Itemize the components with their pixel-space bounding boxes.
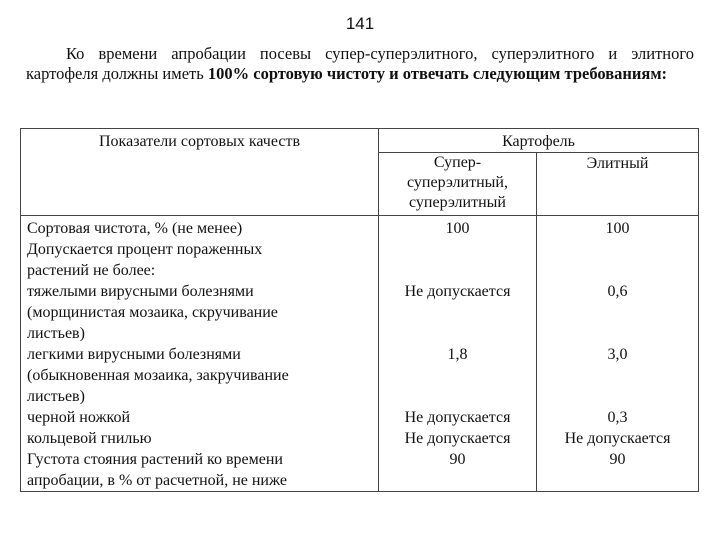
elite-value: 90 — [609, 451, 626, 468]
super-value — [379, 302, 536, 323]
indicator-line: кольцевой гнилью — [27, 430, 152, 447]
super-value: 1,8 — [447, 346, 468, 363]
elite-value: 0,3 — [607, 409, 628, 426]
indicator-line: Густота стояния растений ко времени — [27, 451, 283, 468]
header-super-superelite — [379, 153, 537, 216]
header-elite: Элитный — [537, 153, 699, 216]
super-value: 100 — [445, 220, 470, 237]
header-super-line: суперэлитный, — [407, 174, 508, 191]
elite-value — [537, 365, 698, 386]
super-value — [379, 239, 536, 260]
indicator-line: черной ножкой — [27, 409, 131, 426]
indicator-line: листьев) — [27, 388, 85, 405]
elite-value — [537, 470, 698, 491]
elite-value — [537, 260, 698, 281]
super-value — [379, 323, 536, 344]
intro-bold-text: 100% сортовую чистоту и отвечать следующим требованиям: — [207, 64, 668, 83]
header-potato: Картофель — [379, 129, 699, 153]
super-value: Не допускается — [404, 409, 511, 426]
indicator-line: Сортовая чистота, % (не менее) — [27, 220, 243, 237]
potato-quality-table — [20, 128, 699, 492]
super-value — [379, 365, 536, 386]
indicator-line: (морщинистая мозаика, скручивание — [27, 304, 278, 321]
elite-value: Не допускается — [564, 430, 671, 447]
elite-value — [537, 239, 698, 260]
indicators-cell — [21, 216, 379, 492]
elite-value — [537, 386, 698, 407]
indicator-line: апробации, в % от расчетной, не ниже — [27, 472, 287, 489]
indicator-line: (обыкновенная мозаика, закручивание — [27, 367, 289, 384]
elite-value: 3,0 — [607, 346, 628, 363]
super-value: Не допускается — [404, 283, 511, 300]
header-super-line: Супер- — [433, 154, 482, 171]
indicator-line: Допускается процент пораженных — [27, 241, 263, 258]
intro-paragraph — [26, 44, 694, 84]
indicator-line: листьев) — [27, 325, 85, 342]
elite-value: 100 — [605, 220, 630, 237]
header-super-line: суперэлитный — [409, 194, 506, 211]
elite-value: 0,6 — [607, 283, 628, 300]
elite-value — [537, 302, 698, 323]
indicator-line: растений не более: — [27, 262, 156, 279]
super-value — [379, 260, 536, 281]
header-indicators: Показатели сортовых качеств — [21, 129, 379, 216]
elite-values-cell — [537, 216, 699, 492]
indicator-line: тяжелыми вирусными болезнями — [27, 283, 254, 300]
super-value — [379, 386, 536, 407]
indicator-line: легкими вирусными болезнями — [27, 346, 241, 363]
super-value: Не допускается — [404, 430, 511, 447]
super-value — [379, 470, 536, 491]
page-number: 141 — [345, 14, 375, 33]
super-value: 90 — [449, 451, 466, 468]
elite-value — [537, 323, 698, 344]
intro-text: Ко времени апробации посевы супер-суперэлитного, суперэлитного и элитного картофеля должны иметь — [26, 44, 694, 83]
super-values-cell — [379, 216, 537, 492]
